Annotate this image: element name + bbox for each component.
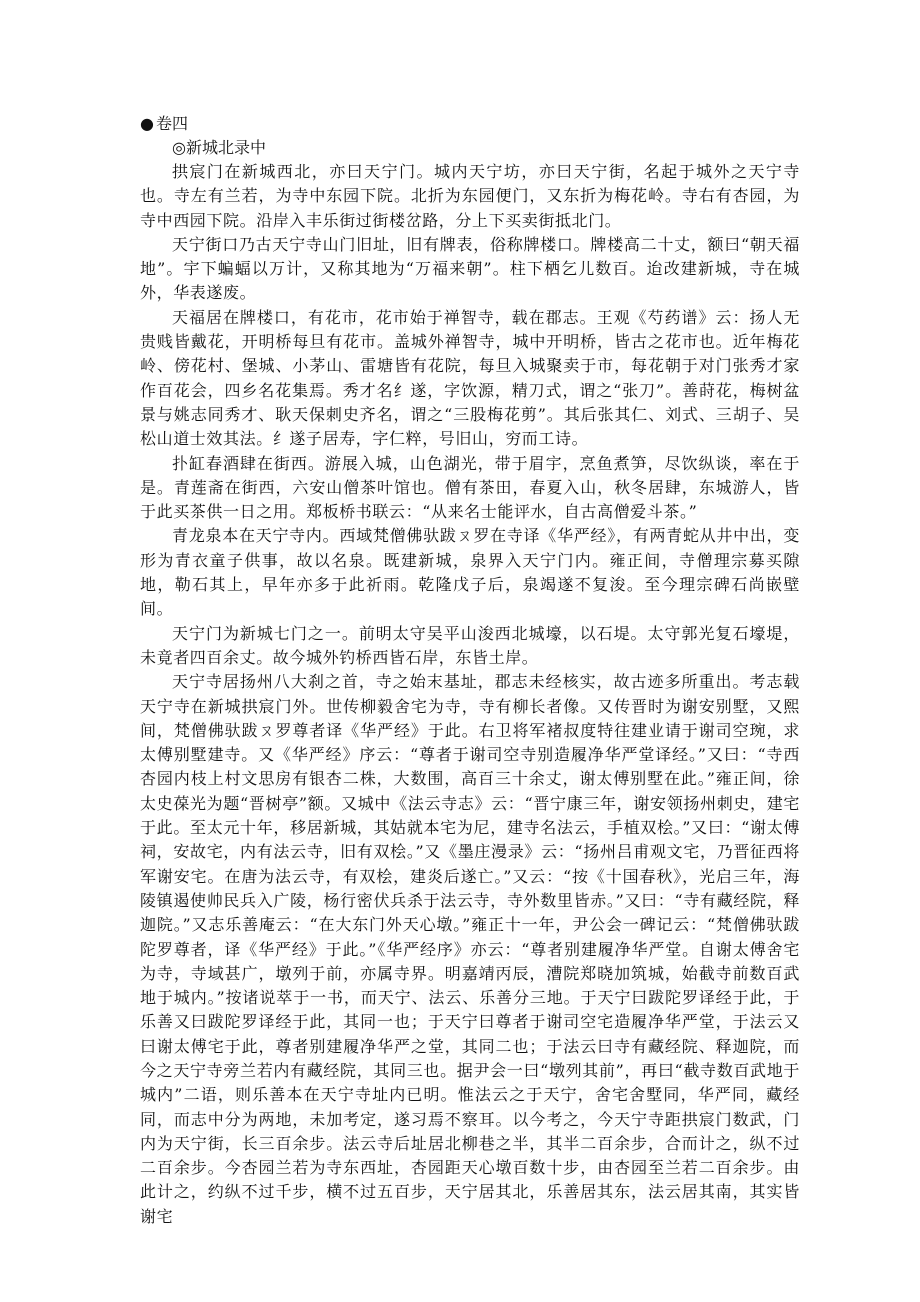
paragraph-7: 天宁寺居扬州八大刹之首，寺之始末基址，郡志未经核实，故古迹多所重出。考志载天宁寺在新城拱宸门外。世传柳毅舍宅为寺，寺有柳长者像。又传晋时为谢安别墅，又熙间，梵僧佛驮跋ㄡ罗尊者译《华严经》于此。右卫将军褚叔度特往建业请于谢司空琬，求太傅别墅建寺。又《华严经》序云：“尊者于谢司空寺别造履净华严堂译经。”又曰：“寺西杏园内枝上村文思房有银杏二株，大数围，高百三十余丈，谢太傅别墅在此。”雍正间，徐太史葆光为题“晋树亭”额。又城中《法云寺志》云：“晋宁康三年，谢安领扬州刺史，建宅于此。至太元十年，移居新城，其姑就本宅为尼，建寺名法云，手植双桧。”又曰：“谢太傅祠，安故宅，内有法云寺，旧有双桧。”又《墨庄漫录》云：“扬州吕甫观文宅，乃晋征西将军谢安宅。在唐为法云寺，有双桧，建炎后遂亡。”又云：“按《十国春秋》，光启三年，海陵镇遏使帅民兵入广陵，杨行密伏兵杀于法云寺，寺外数里皆赤。”又曰：“寺有藏经院，释迦院。”又志乐善庵云：“在大东门外天心墩。”雍正十一年，尹公会一碑记云：“梵僧佛驮跋陀罗尊者，译《华严经》于此。”《华严经序》亦云：“尊者别建履净华严堂。自谢太傅舍宅为寺，寺域甚广，墩列于前，亦属寺界。明嘉靖丙辰，漕院郑晓加筑城，始截寺前数百武地于城内。”按诸说萃于一书，而天宁、法云、乐善分三地。于天宁曰跋陀罗译经于此，于乐善又曰跋陀罗译经于此，其同一也；于天宁曰尊者于谢司空宅造履净华严堂，于法云又曰谢太傅宅于此，尊者别建履净华严之堂，其同二也；于法云曰寺有藏经院、释迦院，而今之天宁寺旁兰若内有藏经院，其同三也。据尹会一曰“墩列其前”，再曰“截寺数百武地于城内”二语，则乐善本在天宁寺址内已明。惟法云之于天宁，舍宅舍墅同，华严同，藏经同，而志中分为两地，未加考定，遂习焉不察耳。以今考之，今天宁寺距拱宸门数武，门内为天宁街，长三百余步。法云寺后址居北柳巷之半，其半二百余步，合而计之，纵不过二百余步。今杏园兰若为寺东西址，杏园距天心墩百数十步，由杏园至兰若二百余步。由此计之，约纵不过千步，横不过五百步，天宁居其北，乐善居其东，法云居其南，其实皆谢宅 xyxy=(140,672,800,1226)
paragraph-1: 拱宸门在新城西北，亦曰天宁门。城内天宁坊，亦曰天宁街，名起于城外之天宁寺也。寺左有兰若，为寺中东园下院。北折为东园便门，又东折为梅花岭。寺右有杏园，为寺中西园下院。沿岸入丰乐街过街楼岔路，分上下买卖街抵北门。 xyxy=(140,162,800,230)
section-title: ◎新城北录中 xyxy=(172,138,266,157)
document-page xyxy=(140,112,800,1229)
paragraph-2: 天宁街口乃古天宁寺山门旧址，旧有牌表，俗称牌楼口。牌楼高二十丈，额曰“朝天福地”。宇下蝙蝠以万计，又称其地为“万福来朝”。柱下栖乞儿数百。迨改建新城，寺在城外，华表遂废。 xyxy=(140,234,800,303)
paragraph-5: 青龙泉本在天宁寺内。西域梵僧佛驮跋ㄡ罗在寺译《华严经》，有两青蛇从井中出，变形为青衣童子供事，故以名泉。既建新城，泉界入天宁门内。雍正间，寺僧理宗募买隙地，勒石其上，早年亦多于此祈雨。乾隆戊子后，泉竭遂不复浚。至今理宗碑石尚嵌壁间。 xyxy=(140,526,800,619)
volume-title: 卷四 xyxy=(155,114,188,133)
paragraph-6: 天宁门为新城七门之一。前明太守吴平山浚西北城壕，以石堤。太守郭光复石壕堤，未竟者四百余丈。故今城外钓桥西皆石岸，东皆土岸。 xyxy=(140,623,800,667)
paragraph-3: 天福居在牌楼口，有花市，花市始于禅智寺，载在郡志。王观《芍药谱》云：扬人无贵贱皆戴花，开明桥每旦有花市。盖城外禅智寺，城中开明桥，皆古之花市也。近年梅花岭、傍花村、堡城、小茅山、雷塘皆有花院，每旦入城聚卖于市，每花朝于对门张秀才家作百花会，四乡名花集焉。秀才名纟遂，字饮源，精刀式，谓之“张刀”。善莳花，梅树盆景与姚志同秀才、耿天保刺史齐名，谓之“三股梅花剪”。其后张其仁、刘式、三胡子、吴松山道士效其法。纟遂子居寿，字仁粹，号旧山，穷而工诗。 xyxy=(140,307,800,449)
bullet-icon: ● xyxy=(140,114,154,133)
volume-heading xyxy=(140,112,800,136)
paragraph-4: 扑缸春酒肆在街西。游展入城，山色湖光，带于眉宇，烹鱼煮笋，尽饮纵谈，率在于是。青莲斋在街西，六安山僧茶叶馆也。僧有茶田，春夏入山，秋冬居肆，东城游人，皆于此买茶供一日之用。郑板桥书联云：“从来名士能评水，自古高僧爱斗茶。” xyxy=(140,453,800,522)
